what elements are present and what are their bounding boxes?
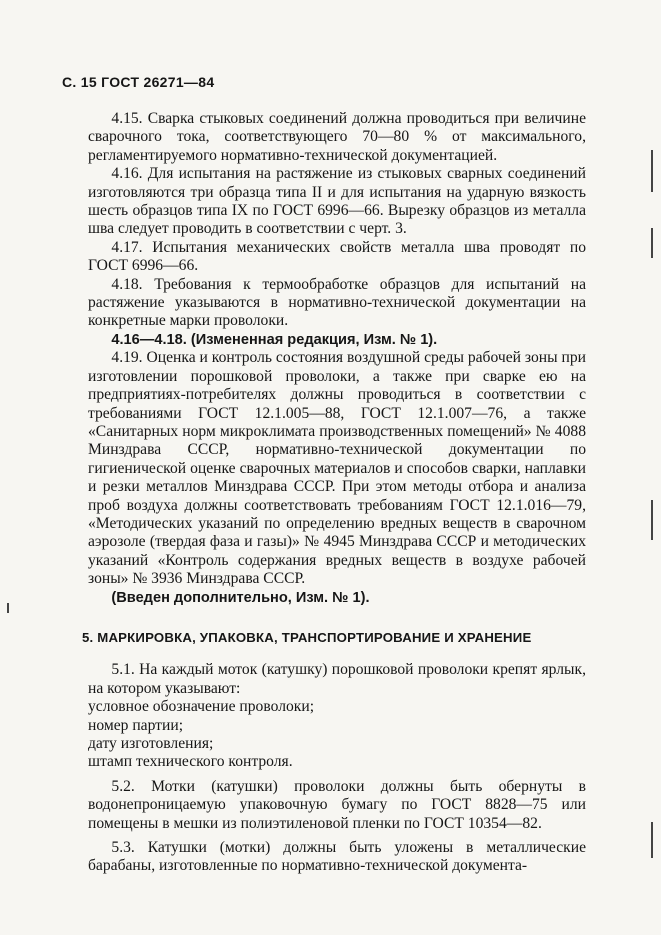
amendment-note-1 (88, 331, 586, 349)
paragraph-4-15: 4.15. Сварка стыковых соединений должна проводиться при величине сварочного тока, соответствующего 70—80 % от максимального, регламентируемого нормативно-технической документацией. (88, 110, 586, 164)
list-item: номер партии; (88, 716, 184, 734)
paragraph-5-3: 5.3. Катушки (мотки) должны быть уложены в металлические барабаны, изготовленные по нормативно-технической документа- (88, 839, 586, 875)
paragraph-4-19: 4.19. Оценка и контроль состояния воздушной среды рабочей зоны при изготовлении порошковой проволоки, а также при сварке ею на предприятиях-потребителях должны проводиться в соответствии с требованиями ГОСТ 12.1.005—88, ГОСТ 12.1.007—76, а также «Санитарных норм микроклимата производственных помещений» № 4088 Минздрава СССР, нормативно-технической документации по гигиенической оценке сварочных материалов и способов сварки, наплавки и резки металлов Минздрава СССР. При этом методы отбора и анализа проб воздуха должны соответствовать требованиям ГОСТ 12.1.016—79, «Методических указаний по определению вредных веществ в сварочном аэрозоле (твердая фаза и газы)» № 4945 Минздрава СССР и методических указаний «Контроль содержания вредных веществ в воздухе рабочей зоны» № 3936 Минздрава СССР. (88, 349, 586, 588)
scan-mark (651, 150, 653, 192)
scan-mark (651, 822, 653, 858)
paragraph-4-16: 4.16. Для испытания на растяжение из стыковых сварных соединений изготовляются три образца типа II и для испытания на ударную вязкость шесть образцов типа IX по ГОСТ 6996—66. Вырезку образцов из металла шва следует проводить в соответствии с черт. 3. (88, 165, 586, 238)
amendment-note-1-text: 4.16—4.18. (Измененная редакция, Изм. № 1). (111, 331, 438, 348)
list-item: штамп технического контроля. (88, 753, 293, 771)
list-item: дату изготовления; (88, 735, 214, 752)
paragraph-5-1: 5.1. На каждый моток (катушку) порошковой проволоки крепят ярлык, на котором указывают: (88, 661, 586, 697)
amendment-note-2 (88, 589, 586, 607)
document-body (82, 110, 586, 876)
scan-mark (651, 500, 653, 540)
scan-mark (651, 228, 653, 258)
paragraph-4-17: 4.17. Испытания механических свойств металла шва проводят по ГОСТ 6996—66. (88, 238, 586, 275)
page-header: С. 15 ГОСТ 26271—84 (62, 74, 215, 90)
list-item: условное обозначение проволоки; (88, 698, 315, 716)
scan-mark (7, 603, 9, 613)
paragraph-4-18: 4.18. Требования к термообработке образцов для испытаний на растяжение указываются в нормативно-технической документации на конкретные марки проволоки. (88, 275, 586, 330)
amendment-note-2-text: (Введен дополнительно, Изм. № 1). (111, 589, 370, 606)
paragraph-5-2: 5.2. Мотки (катушки) проволоки должны быть обернуты в водонепроницаемую упаковочную бумагу по ГОСТ 8828—75 или помещены в мешки из полиэтиленовой пленки по ГОСТ 10354—82. (88, 777, 586, 832)
section-5-title: 5. МАРКИРОВКА, УПАКОВКА, ТРАНСПОРТИРОВАНИЕ И ХРАНЕНИЕ (82, 629, 532, 645)
